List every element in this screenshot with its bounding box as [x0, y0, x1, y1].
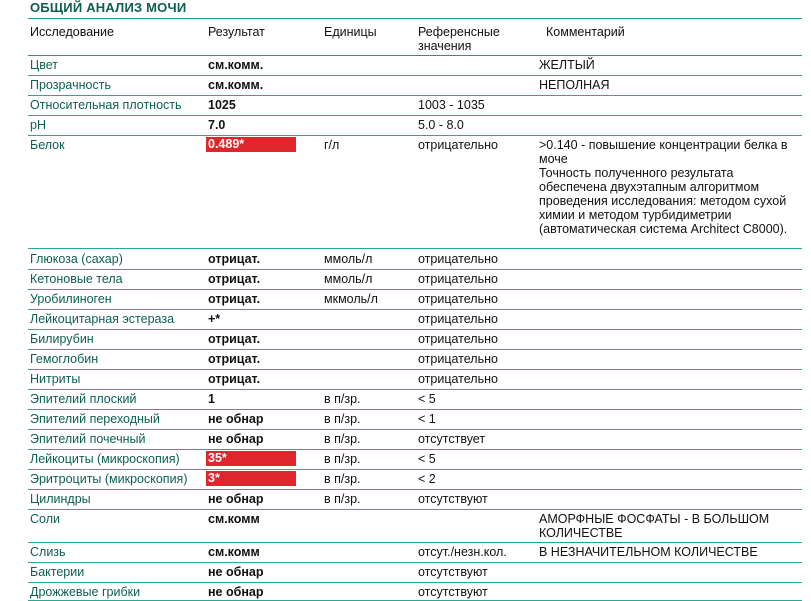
cell-name: Гемоглобин	[30, 352, 99, 366]
cell-reference: < 1	[418, 412, 436, 426]
cell-result: см.комм.	[208, 78, 264, 92]
table-row	[28, 509, 802, 543]
table-row	[28, 135, 802, 249]
cell-result: отрицат.	[208, 252, 261, 266]
cell-reference: отсутствуют	[418, 492, 488, 506]
cell-name: pH	[30, 118, 46, 132]
cell-units: в п/зр.	[324, 492, 361, 506]
cell-name: Дрожжевые грибки	[30, 585, 141, 599]
cell-reference: отрицательно	[418, 292, 498, 306]
cell-name: Цвет	[30, 58, 59, 72]
cell-reference: 5.0 - 8.0	[418, 118, 464, 132]
cell-name: Прозрачность	[30, 78, 111, 92]
table-row	[28, 489, 802, 510]
table-row	[28, 115, 802, 136]
table-row	[28, 249, 802, 270]
cell-reference: < 5	[418, 452, 436, 466]
cell-reference: < 5	[418, 392, 436, 406]
header-comment: Комментарий	[546, 25, 625, 39]
cell-result: отрицат.	[208, 372, 261, 386]
header-units: Единицы	[324, 25, 377, 39]
cell-name: Лейкоциты (микроскопия)	[30, 452, 180, 466]
cell-units: ммоль/л	[324, 272, 373, 286]
cell-reference: отрицательно	[418, 332, 498, 346]
cell-name: Эритроциты (микроскопия)	[30, 472, 188, 486]
table-row	[28, 562, 802, 583]
cell-comment: В НЕЗНАЧИТЕЛЬНОМ КОЛИЧЕСТВЕ	[539, 545, 758, 559]
cell-name: Белок	[30, 138, 65, 152]
cell-name: Относительная плотность	[30, 98, 182, 112]
cell-reference: отрицательно	[418, 352, 498, 366]
cell-comment: ЖЕЛТЫЙ	[539, 58, 595, 72]
report-title: ОБЩИЙ АНАЛИЗ МОЧИ	[30, 0, 187, 15]
cell-name: Цилиндры	[30, 492, 91, 506]
cell-name: Бактерии	[30, 565, 85, 579]
cell-reference: отсутствуют	[418, 565, 488, 579]
table-row	[28, 289, 802, 310]
cell-reference: 1003 - 1035	[418, 98, 485, 112]
cell-reference: отрицательно	[418, 312, 498, 326]
cell-name: Уробилиноген	[30, 292, 112, 306]
cell-units: мкмоль/л	[324, 292, 378, 306]
cell-result: 1025	[208, 98, 236, 112]
table-row	[28, 95, 802, 116]
cell-result: отрицат.	[208, 292, 261, 306]
cell-reference: отрицательно	[418, 272, 498, 286]
cell-units: в п/зр.	[324, 412, 361, 426]
cell-units: г/л	[324, 138, 340, 152]
cell-reference: отсутствуют	[418, 585, 488, 599]
table-row	[28, 75, 802, 96]
cell-name: Соли	[30, 512, 60, 526]
cell-name: Кетоновые тела	[30, 272, 123, 286]
table-row	[28, 389, 802, 410]
cell-result: см.комм	[208, 512, 260, 526]
cell-result: см.комм	[208, 545, 260, 559]
header-result: Результат	[208, 25, 265, 39]
cell-name: Эпителий почечный	[30, 432, 146, 446]
cell-units: ммоль/л	[324, 252, 373, 266]
cell-reference: отрицательно	[418, 252, 498, 266]
cell-name: Эпителий плоский	[30, 392, 137, 406]
table-row	[28, 542, 802, 563]
cell-comment: НЕПОЛНАЯ	[539, 78, 610, 92]
result-flag: 3*	[206, 471, 296, 486]
table-row	[28, 449, 802, 470]
cell-result: отрицат.	[208, 272, 261, 286]
table-row	[28, 429, 802, 450]
table-row	[28, 309, 802, 330]
cell-result: отрицат.	[208, 332, 261, 346]
cell-result: см.комм.	[208, 58, 264, 72]
cell-name: Билирубин	[30, 332, 94, 346]
cell-reference: < 2	[418, 472, 436, 486]
cell-result: не обнар	[208, 565, 264, 579]
cell-name: Глюкоза (сахар)	[30, 252, 123, 266]
table-header	[28, 18, 802, 56]
result-flag: 35*	[206, 451, 296, 466]
header-name: Исследование	[30, 25, 114, 39]
cell-units: в п/зр.	[324, 392, 361, 406]
cell-name: Лейкоцитарная эстераза	[30, 312, 175, 326]
cell-name: Эпителий переходный	[30, 412, 160, 426]
cell-result: не обнар	[208, 432, 264, 446]
table-row	[28, 469, 802, 490]
cell-result: +*	[208, 312, 221, 326]
cell-reference: отрицательно	[418, 138, 498, 152]
cell-comment: АМОРФНЫЕ ФОСФАТЫ - В БОЛЬШОМ КОЛИЧЕСТВЕ	[539, 512, 770, 540]
table-row	[28, 369, 802, 390]
cell-reference: отсутствует	[418, 432, 486, 446]
cell-comment: >0.140 - повышение концентрации белка в моче Точность полученного результата обеспечена двухэтапным алгоритмом проведения исследования: методом сухой химии и методом турбидиметрии (автоматическая система Architect C8000).	[539, 138, 788, 236]
cell-reference: отрицательно	[418, 372, 498, 386]
cell-name: Нитриты	[30, 372, 81, 386]
cell-result: не обнар	[208, 585, 264, 599]
cell-result: отрицат.	[208, 352, 261, 366]
cell-result: не обнар	[208, 492, 264, 506]
table-row	[28, 409, 802, 430]
cell-units: в п/зр.	[324, 452, 361, 466]
cell-units: в п/зр.	[324, 432, 361, 446]
cell-name: Слизь	[30, 545, 66, 559]
table-row	[28, 55, 802, 76]
cell-reference: отсут./незн.кол.	[418, 545, 507, 559]
cell-result: 1	[208, 392, 215, 406]
table-row	[28, 329, 802, 350]
table-row	[28, 269, 802, 290]
table-row	[28, 582, 802, 601]
result-flag: 0.489*	[206, 137, 296, 152]
cell-units: в п/зр.	[324, 472, 361, 486]
cell-result: не обнар	[208, 412, 264, 426]
header-reference: Референсные значения	[418, 25, 500, 53]
table-row	[28, 349, 802, 370]
cell-result: 7.0	[208, 118, 226, 132]
